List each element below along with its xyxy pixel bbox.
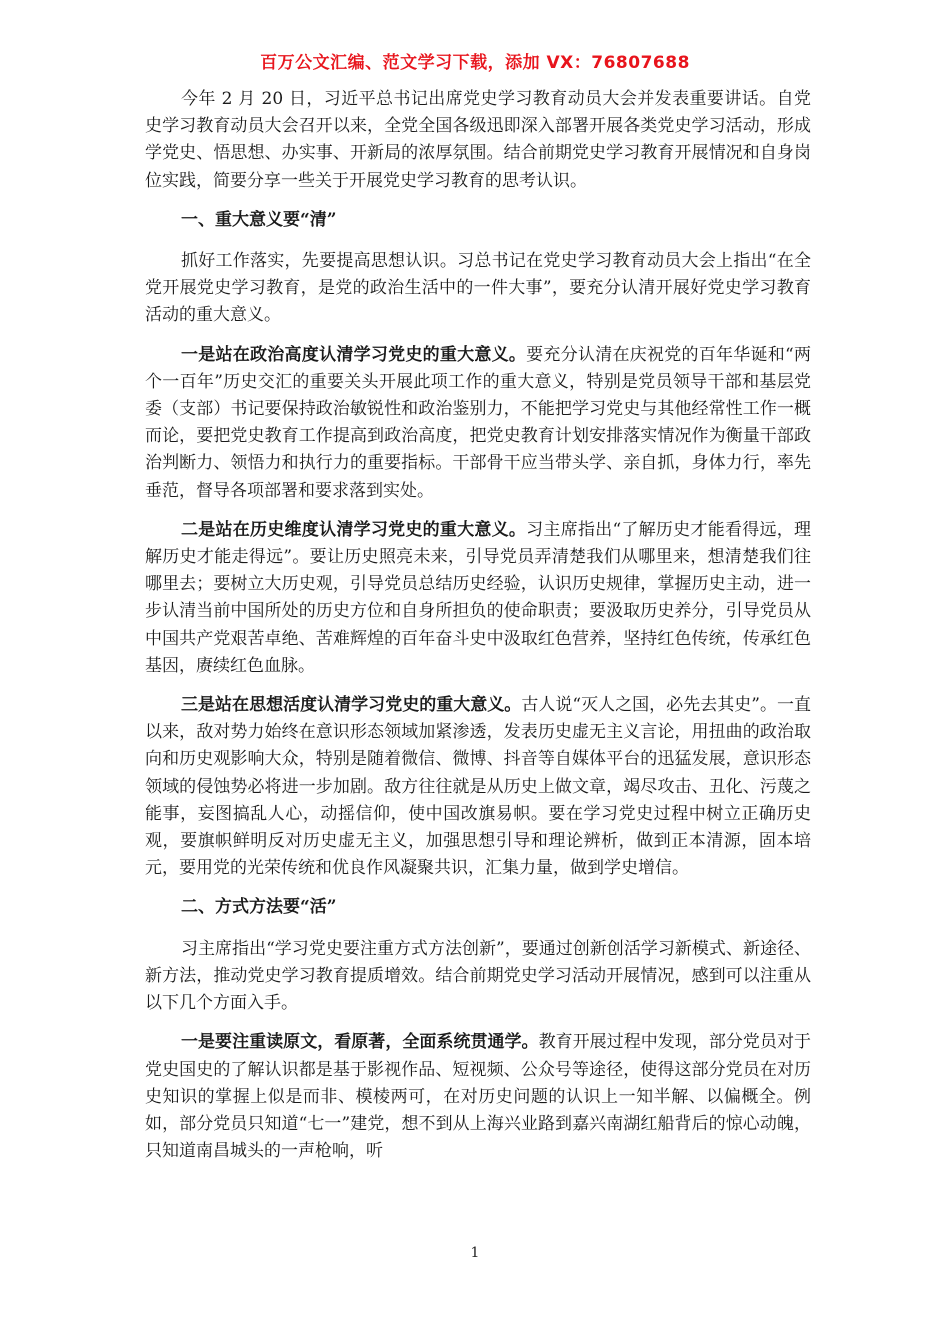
paragraph: 一是要注重读原文，看原著，全面系统贯通学。教育开展过程中发现，部分党员对于党史国史的了解认识都是基于影视作品、短视频、公众号等途径，使得这部分党员在对历史知识的掌握上似是而非、模棱两可，在对历史问题的认识上一知半解、以偏概全。例如，部分党员只知道“七一”建党，想不到从上海兴业路到嘉兴南湖红船背后的惊心动魄，只知道南昌城头的一声枪响，听 <box>145 1032 812 1162</box>
paragraph: 一是站在政治高度认清学习党史的重大意义。要充分认清在庆祝党的百年华诞和“两个一百年”历史交汇的重要关头开展此项工作的重大意义，特别是党员领导干部和基层党委（支部）书记要保持政治敏锐性和政治鉴别力，不能把学习党史与其他经常性工作一概而论，要把党史教育工作提高到政治高度，把党史教育计划安排落实情况作为衡量干部政治判断力、领悟力和执行力的重要指标。干部骨干应当带头学、亲自抓，身体力行，率先垂范，督导各项部署和要求落到实处。 <box>145 344 811 501</box>
paragraph: 抓好工作落实，先要提高思想认识。习总书记在党史学习教育动员大会上指出“在全党开展党史学习教育，是党的政治生活中的一件大事”，要充分认清开展好党史学习教育活动的重大意义。 <box>145 251 811 326</box>
paragraph: 二是站在历史维度认清学习党史的重大意义。习主席指出“了解历史才能看得远，理解历史才能走得远”。要让历史照亮未来，引导党员弄清楚我们从哪里来，想清楚我们往哪里去；要树立大历史观，引导党员总结历史经验，认识历史规律，掌握历史主动，进一步认清当前中国所处的历史方位和自身所担负的使命职责；要汲取历史养分，引导党员从中国共产党艰苦卓绝、苦难辉煌的百年奋斗史中汲取红色营养，坚持红色传统，传承红色基因，赓续红色血脉。 <box>145 519 811 676</box>
paragraph-lead: 三是站在思想活度认清学习党史的重大意义。 <box>181 695 522 716</box>
section-heading-2: 二、方式方法要“活” <box>181 897 337 918</box>
document-body <box>145 86 811 1177</box>
paragraph: 习主席指出“学习党史要注重方式方法创新”，要通过创新创活学习新模式、新途径、新方法，推动党史学习教育提质增效。结合前期党史学习活动开展情况，感到可以注重从以下几个方面入手。 <box>145 938 811 1014</box>
header-banner: 百万公文汇编、范文学习下载，添加 VX：76807688 <box>260 53 690 73</box>
intro-paragraph: 今年 2 月 20 日，习近平总书记出席党史学习教育动员大会并发表重要讲话。自党史学习教育动员大会召开以来，全党全国各级迅即深入部署开展各类党史学习活动，形成学党史、悟思想、办实事、开新局的浓厚氛围。结合前期党史学习教育开展情况和自身岗位实践，简要分享一些关于开展党史学习教育的思考认识。 <box>145 89 811 191</box>
paragraph-lead: 一是站在政治高度认清学习党史的重大意义。 <box>181 344 527 365</box>
section-heading-1: 一、重大意义要“清” <box>181 209 337 230</box>
page-number: 1 <box>470 1245 480 1261</box>
paragraph: 三是站在思想活度认清学习党史的重大意义。古人说“灭人之国，必先去其史”。一直以来，敌对势力始终在意识形态领域加紧渗透，发表历史虚无主义言论，用扭曲的政治取向和历史观影响大众，特别是随着微信、微博、抖音等自媒体平台的迅猛发展，意识形态领域的侵蚀势必将进一步加剧。敌方往往就是从历史上做文章，竭尽攻击、丑化、污蔑之能事，妄图搞乱人心，动摇信仰，使中国改旗易帜。要在学习党史过程中树立正确历史观，要旗帜鲜明反对历史虚无主义，加强思想引导和理论辨析，做到正本清源，固本培元，要用党的光荣传统和优良作风凝聚共识，汇集力量，做到学史增信。 <box>145 695 812 879</box>
paragraph-lead: 一是要注重读原文，看原著，全面系统贯通学。 <box>181 1032 539 1053</box>
paragraph-lead: 二是站在历史维度认清学习党史的重大意义。 <box>181 519 527 540</box>
